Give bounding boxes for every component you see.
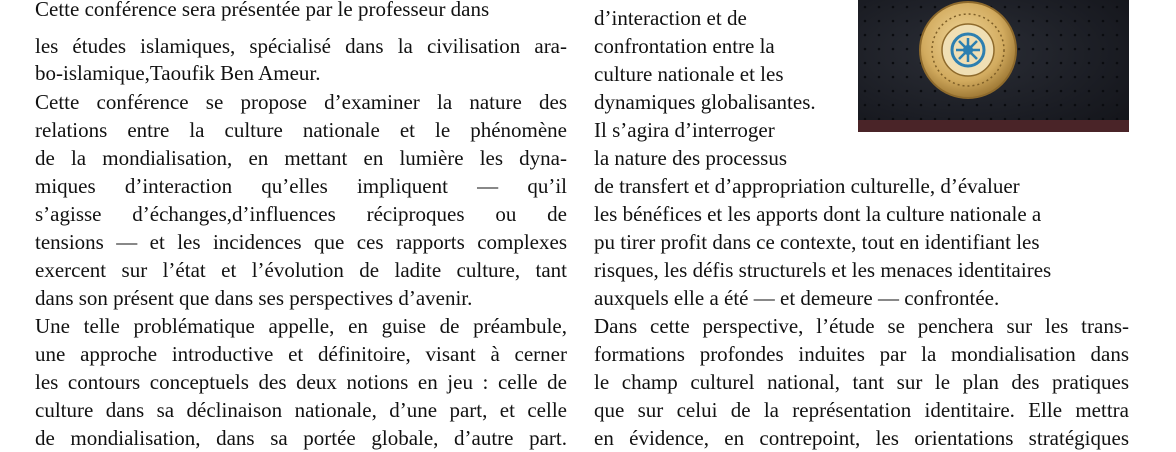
text-line: tensions — et les incidences que ces rapports complexes <box>35 230 567 254</box>
text-line: Dans cette perspective, l’étude se penchera sur les trans- <box>594 314 1129 338</box>
text-line: pu tirer profit dans ce contexte, tout en identifiant les <box>594 230 1040 254</box>
text-line: confrontation entre la <box>594 34 775 58</box>
conference-photo <box>858 0 1129 132</box>
text-line: relations entre la culture nationale et le phénomène <box>35 118 567 142</box>
text-line: exercent sur l’état et l’évolution de ladite culture, tant <box>35 258 567 282</box>
text-line: de la mondialisation, en mettant en lumière les dyna- <box>35 146 567 170</box>
text-line: le champ culturel national, tant sur le plan des pratiques <box>594 370 1129 394</box>
text-line: dynamiques globalisantes. <box>594 90 816 114</box>
text-line: Une telle problématique appelle, en guise de préambule, <box>35 314 567 338</box>
text-line: les études islamiques, spécialisé dans la civilisation ara- <box>35 34 567 58</box>
text-line: d’interaction et de <box>594 6 747 30</box>
text-line: en évidence, en contrepoint, les orientations stratégiques <box>594 426 1129 450</box>
text-line: Cette conférence sera présentée par le professeur dans <box>35 0 490 21</box>
text-line: bo-islamique,Taoufik Ben Ameur. <box>35 61 321 85</box>
text-line: de transfert et d’appropriation culturelle, d’évaluer <box>594 174 1020 198</box>
text-line: les bénéfices et les apports dont la culture nationale a <box>594 202 1042 226</box>
text-line: s’agisse d’échanges,d’influences réciproques ou de <box>35 202 567 226</box>
text-line: formations profondes induites par la mondialisation dans <box>594 342 1129 366</box>
text-line: les contours conceptuels des deux notions en jeu : celle de <box>35 370 567 394</box>
text-line: culture dans sa déclinaison nationale, d’une part, et celle <box>35 398 567 422</box>
emblem-icon <box>858 0 1129 132</box>
text-line: de mondialisation, dans sa portée globale, d’autre part. <box>35 426 567 450</box>
text-line: culture nationale et les <box>594 62 784 86</box>
text-line: Il s’agira d’interroger <box>594 118 775 142</box>
text-line: dans son présent que dans ses perspectives d’avenir. <box>35 286 473 310</box>
text-line: que sur celui de la représentation identitaire. Elle mettra <box>594 398 1129 422</box>
text-line: miques d’interaction qu’elles impliquent — qu’il <box>35 174 567 198</box>
text-line: la nature des processus <box>594 146 788 170</box>
text-line: auxquels elle a été — et demeure — confrontée. <box>594 286 1000 310</box>
text-line: Cette conférence se propose d’examiner la nature des <box>35 90 567 114</box>
text-line: une approche introductive et définitoire, visant à cerner <box>35 342 567 366</box>
text-line: risques, les défis structurels et les menaces identitaires <box>594 258 1052 282</box>
